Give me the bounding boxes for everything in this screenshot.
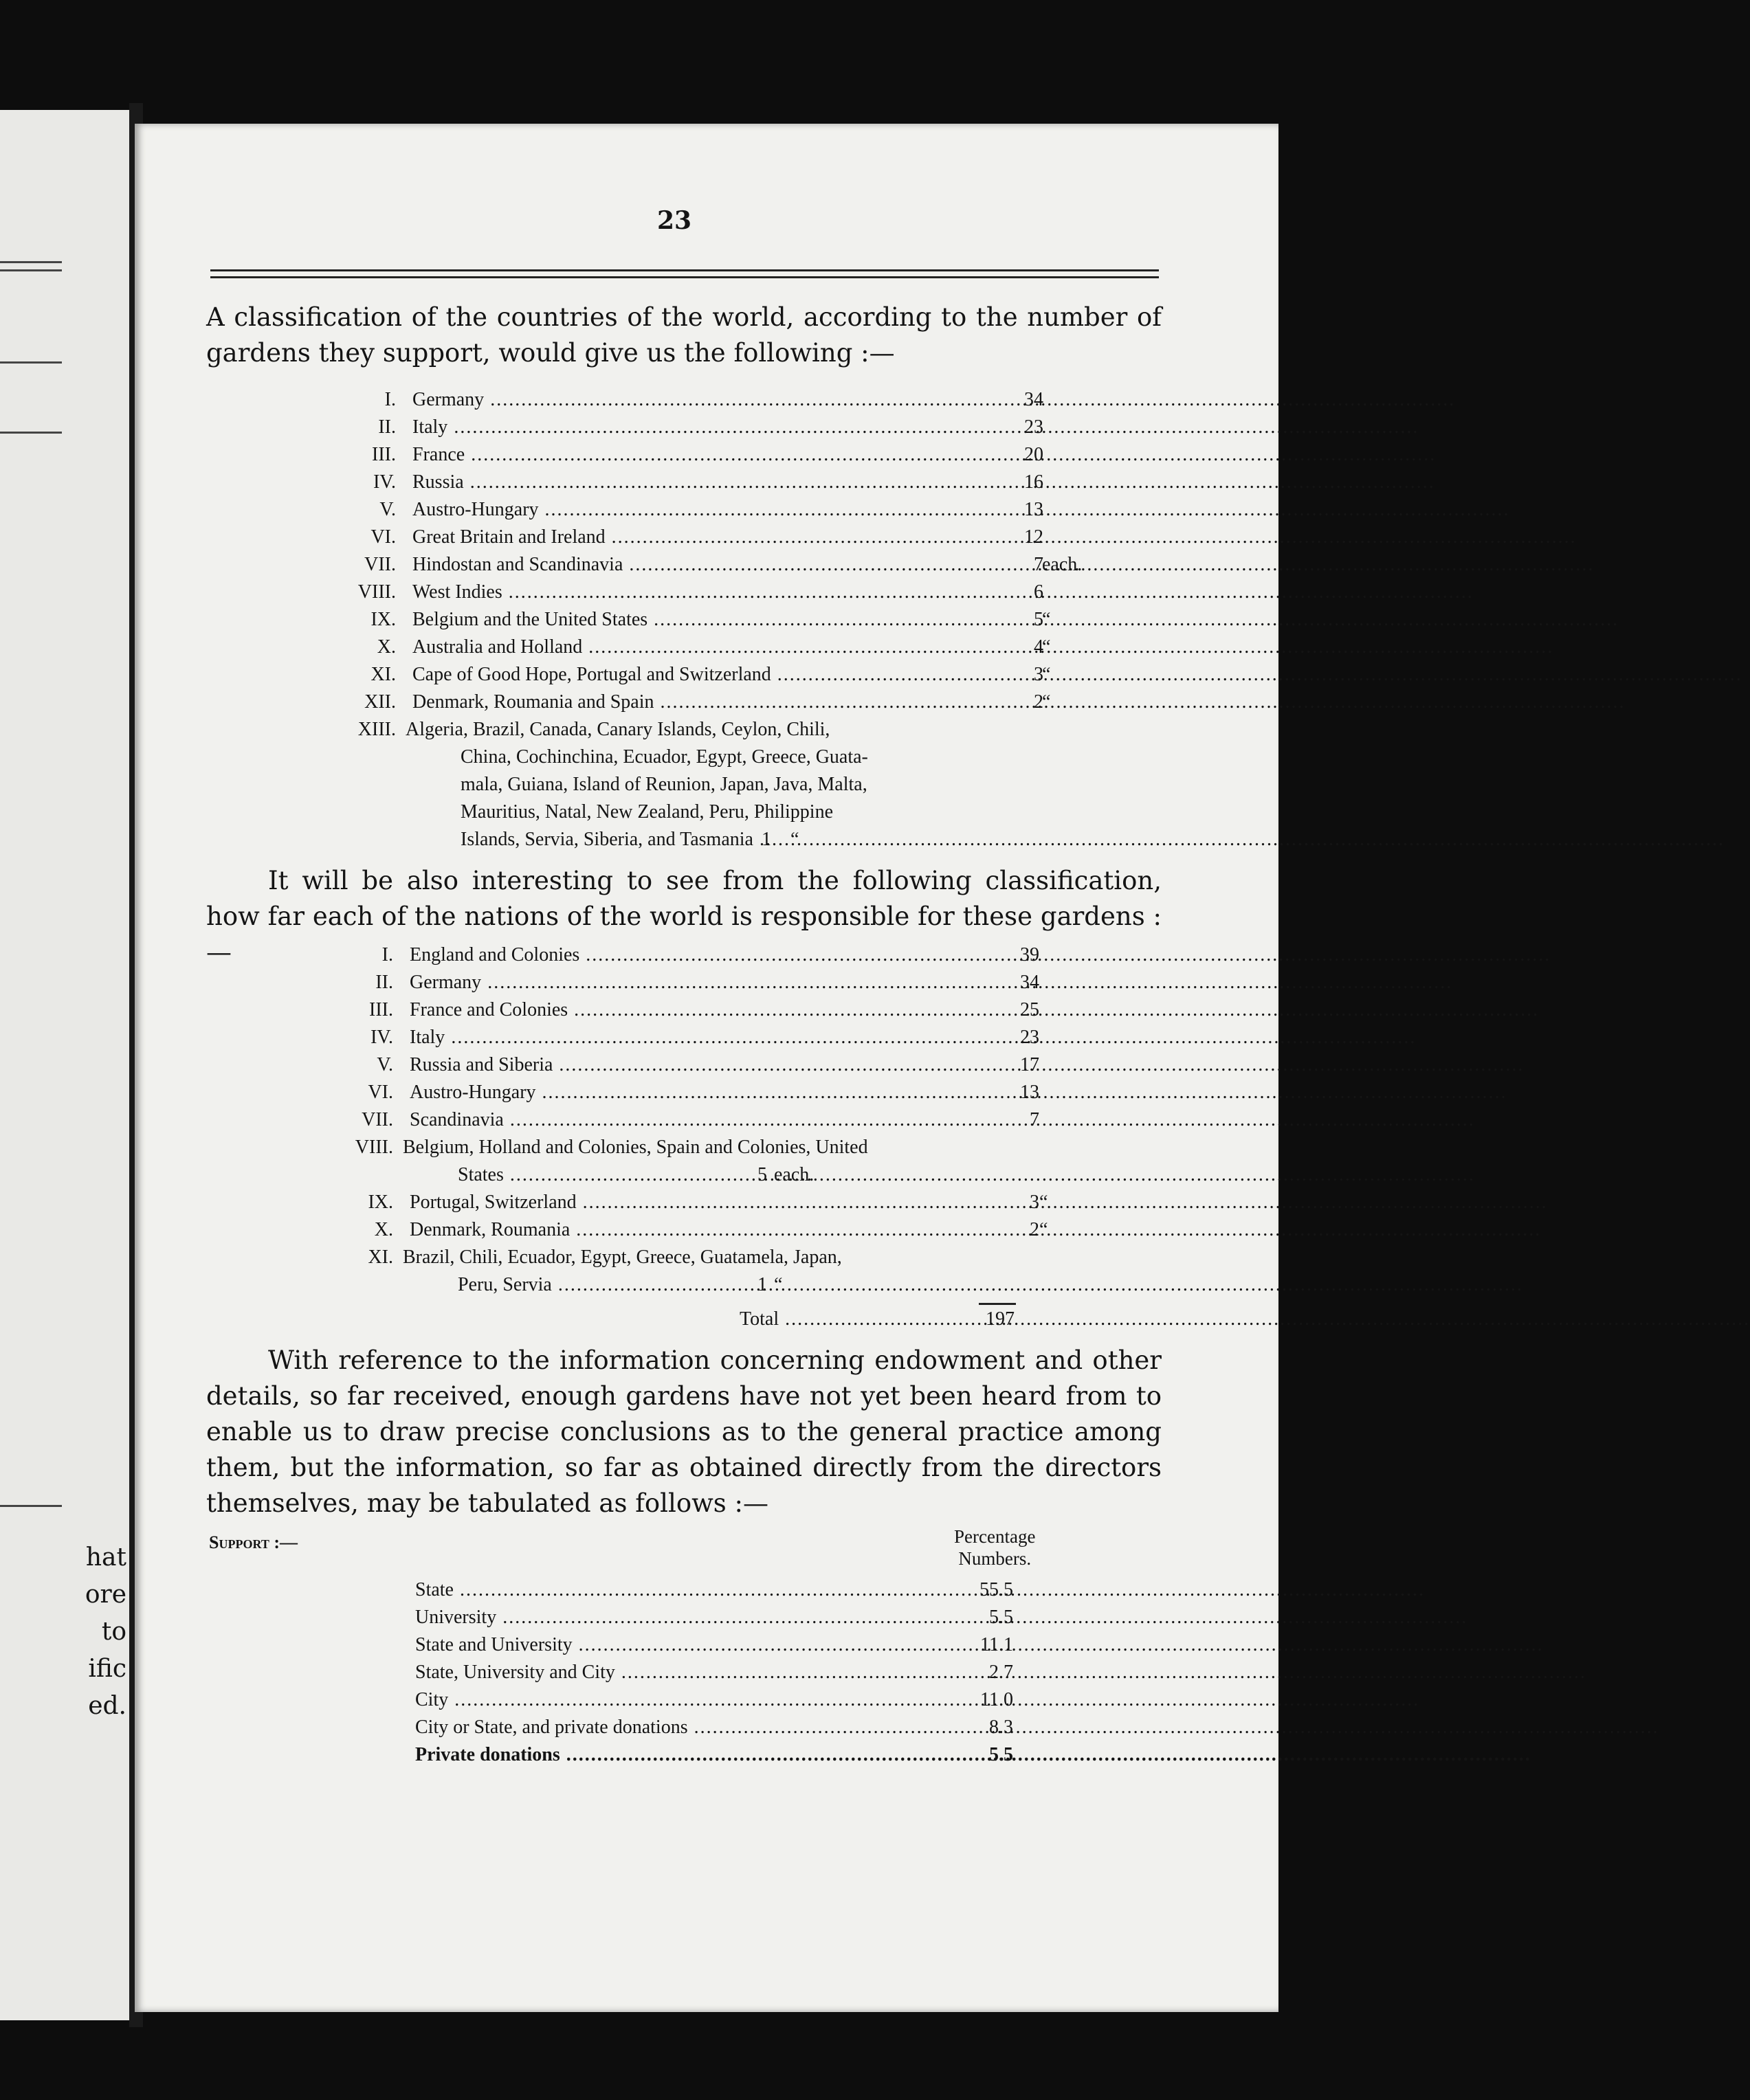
row-label: State, University and City .....	[415, 1659, 955, 1686]
row-value: 13	[1024, 499, 1043, 520]
row-suffix: each.	[774, 1164, 815, 1185]
row-label: State .....	[415, 1576, 955, 1604]
roman-numeral: XI.	[370, 664, 396, 685]
row-label: University .....	[415, 1604, 955, 1631]
roman-numeral: III.	[372, 444, 396, 465]
row-value: 34	[1020, 972, 1039, 993]
row-label: Islands, Servia, Siberia, and Tasmania .....	[461, 826, 722, 853]
row-value: 11.1	[980, 1634, 1013, 1655]
row-value: 7	[1034, 554, 1043, 575]
row-value: 5	[1034, 609, 1043, 630]
percentage-header	[954, 1526, 1035, 1570]
row-label: City or State, and private donations .....	[415, 1714, 955, 1741]
row-label: Belgium, Holland and Colonies, Spain and Colonies, United	[403, 1137, 868, 1158]
roman-numeral: VII.	[364, 554, 396, 575]
paragraph-3: With reference to the information concerning endowment and other details, so far received, enough gardens have not yet been heard from to enable us to draw precise conclusions as to the general practice among them, but the information, so far as obtained directly from the directors themselves, may be tabulated as follows :—	[206, 1345, 1162, 1518]
row-label: State and University .....	[415, 1631, 955, 1659]
fragment-line: ific	[88, 1655, 126, 1683]
row-suffix: “	[1039, 1219, 1048, 1240]
row-label: Australia and Holland .....	[412, 634, 994, 661]
row-label: Russia and Siberia .....	[410, 1051, 991, 1079]
roman-numeral: II.	[378, 416, 396, 438]
row-value: 17	[1020, 1054, 1039, 1075]
row-value: 5	[757, 1164, 767, 1185]
roman-numeral: I.	[384, 389, 396, 410]
row-value: 11.0	[980, 1689, 1013, 1710]
roman-numeral: IX.	[370, 609, 396, 630]
row-suffix: “	[1039, 1192, 1048, 1213]
roman-numeral: I.	[381, 944, 393, 965]
row-label: Denmark, Roumania and Spain .....	[412, 689, 994, 716]
row-value: 2	[1034, 691, 1043, 713]
roman-numeral: XII.	[364, 691, 396, 713]
row-label: Austro-Hungary .....	[410, 1079, 991, 1106]
facing-page-rule	[0, 261, 62, 263]
row-value: 3	[1034, 664, 1043, 685]
row-value: 23	[1024, 416, 1043, 438]
row-value: 20	[1024, 444, 1043, 465]
row-label: Great Britain and Ireland .....	[412, 524, 994, 551]
fragment-line: ore	[85, 1580, 126, 1609]
row-label: States .....	[458, 1161, 719, 1189]
row-value: 8.3	[989, 1717, 1013, 1738]
row-continuation: mala, Guiana, Island of Reunion, Japan, Java, Malta,	[461, 774, 867, 795]
row-label: West Indies .....	[412, 579, 994, 606]
row-continuation: China, Cochinchina, Ecuador, Egypt, Greece, Guata-	[461, 746, 868, 768]
row-value: 16	[1024, 471, 1043, 493]
roman-numeral: II.	[375, 972, 393, 993]
roman-numeral: VIII.	[357, 581, 396, 603]
row-value: 12	[1024, 526, 1043, 548]
row-label: England and Colonies .....	[410, 941, 991, 969]
row-value: 39	[1020, 944, 1039, 965]
intro-paragraph-1: A classification of the countries of the world, according to the number of gardens they support, would give us the following :—	[206, 302, 1162, 368]
row-value: 55.5	[979, 1579, 1013, 1600]
row-suffix: each.	[1042, 554, 1083, 575]
roman-numeral: VI.	[368, 1082, 393, 1103]
intro-paragraph-2: It will be also interesting to see from the following classification, how far each of the nations of the world is responsible for these gardens :—	[206, 866, 1162, 967]
header-rule	[210, 276, 1159, 278]
row-label: Hindostan and Scandinavia .....	[412, 551, 994, 579]
roman-numeral: VII.	[362, 1109, 393, 1130]
row-value: 2	[1030, 1219, 1039, 1240]
fragment-line: to	[101, 1618, 126, 1646]
row-label: Russia .....	[412, 469, 994, 496]
fragment-line: hat	[85, 1543, 126, 1572]
row-label: Italy .....	[412, 414, 994, 441]
row-value: 25	[1020, 999, 1039, 1020]
percentage-header-line: Percentage	[954, 1526, 1036, 1547]
total-value: 197	[986, 1308, 1015, 1330]
row-label: Germany .....	[412, 386, 994, 414]
row-value: 4	[1034, 636, 1043, 658]
row-label: Scandinavia .....	[410, 1106, 991, 1134]
row-label: France and Colonies .....	[410, 996, 991, 1024]
support-label: Support :—	[209, 1532, 298, 1552]
row-label: Private donations .....	[415, 1741, 955, 1769]
facing-page-edge	[0, 110, 129, 2020]
row-value: 6	[1034, 581, 1043, 603]
row-suffix: “	[1042, 664, 1051, 685]
row-continuation: Mauritius, Natal, New Zealand, Peru, Philippine	[461, 801, 833, 823]
facing-page-rule	[0, 361, 62, 364]
header-rule	[210, 269, 1159, 271]
row-value: 34	[1024, 389, 1043, 410]
row-suffix: “	[1042, 609, 1051, 630]
roman-numeral: IV.	[373, 471, 396, 493]
row-value: 1	[762, 829, 771, 850]
roman-numeral: XIII.	[357, 719, 396, 740]
row-suffix: “	[790, 829, 799, 850]
row-label: City .....	[415, 1686, 955, 1714]
row-suffix: “	[774, 1274, 783, 1295]
facing-page-rule	[0, 432, 62, 434]
row-label: Belgium and the United States .....	[412, 606, 994, 634]
row-label: Algeria, Brazil, Canada, Canary Islands, Ceylon, Chili,	[406, 719, 830, 740]
row-label: Denmark, Roumania .....	[410, 1216, 991, 1244]
row-value: 5.5	[989, 1744, 1013, 1765]
document-page	[135, 124, 1278, 2012]
total-rule	[979, 1303, 1016, 1305]
row-label: Germany .....	[410, 969, 991, 996]
roman-numeral: V.	[379, 499, 396, 520]
row-label: Italy .....	[410, 1024, 991, 1051]
page-number: 23	[657, 206, 692, 235]
row-label: Brazil, Chili, Ecuador, Egypt, Greece, Guatamela, Japan,	[403, 1247, 842, 1268]
facing-page-rule	[0, 269, 62, 271]
roman-numeral: X.	[374, 1219, 393, 1240]
roman-numeral: XI.	[368, 1247, 393, 1268]
row-label: Portugal, Switzerland .....	[410, 1189, 991, 1216]
row-label: Austro-Hungary .....	[412, 496, 994, 524]
row-value: 1	[757, 1274, 767, 1295]
roman-numeral: IX.	[368, 1192, 393, 1213]
roman-numeral: X.	[377, 636, 396, 658]
total-label: Total .....	[740, 1306, 977, 1333]
facing-page-text	[0, 1539, 129, 1725]
row-value: 23	[1020, 1027, 1039, 1048]
roman-numeral: IV.	[370, 1027, 393, 1048]
row-value: 5.5	[989, 1607, 1013, 1628]
row-suffix: “	[1042, 691, 1051, 713]
row-suffix: “	[1042, 636, 1051, 658]
row-value: 2.7	[989, 1662, 1013, 1683]
row-label: Cape of Good Hope, Portugal and Switzerland .....	[412, 661, 994, 689]
row-value: 13	[1020, 1082, 1039, 1103]
percentage-header-line: Numbers.	[958, 1548, 1032, 1569]
facing-page-rule	[0, 1505, 62, 1507]
roman-numeral: VI.	[370, 526, 396, 548]
row-label: Peru, Servia .....	[458, 1271, 719, 1299]
fragment-line: ed.	[88, 1692, 126, 1720]
roman-numeral: VIII.	[355, 1137, 393, 1158]
row-value: 7	[1030, 1109, 1039, 1130]
row-value: 3	[1030, 1192, 1039, 1213]
roman-numeral: III.	[369, 999, 393, 1020]
row-label: France .....	[412, 441, 994, 469]
roman-numeral: V.	[377, 1054, 393, 1075]
